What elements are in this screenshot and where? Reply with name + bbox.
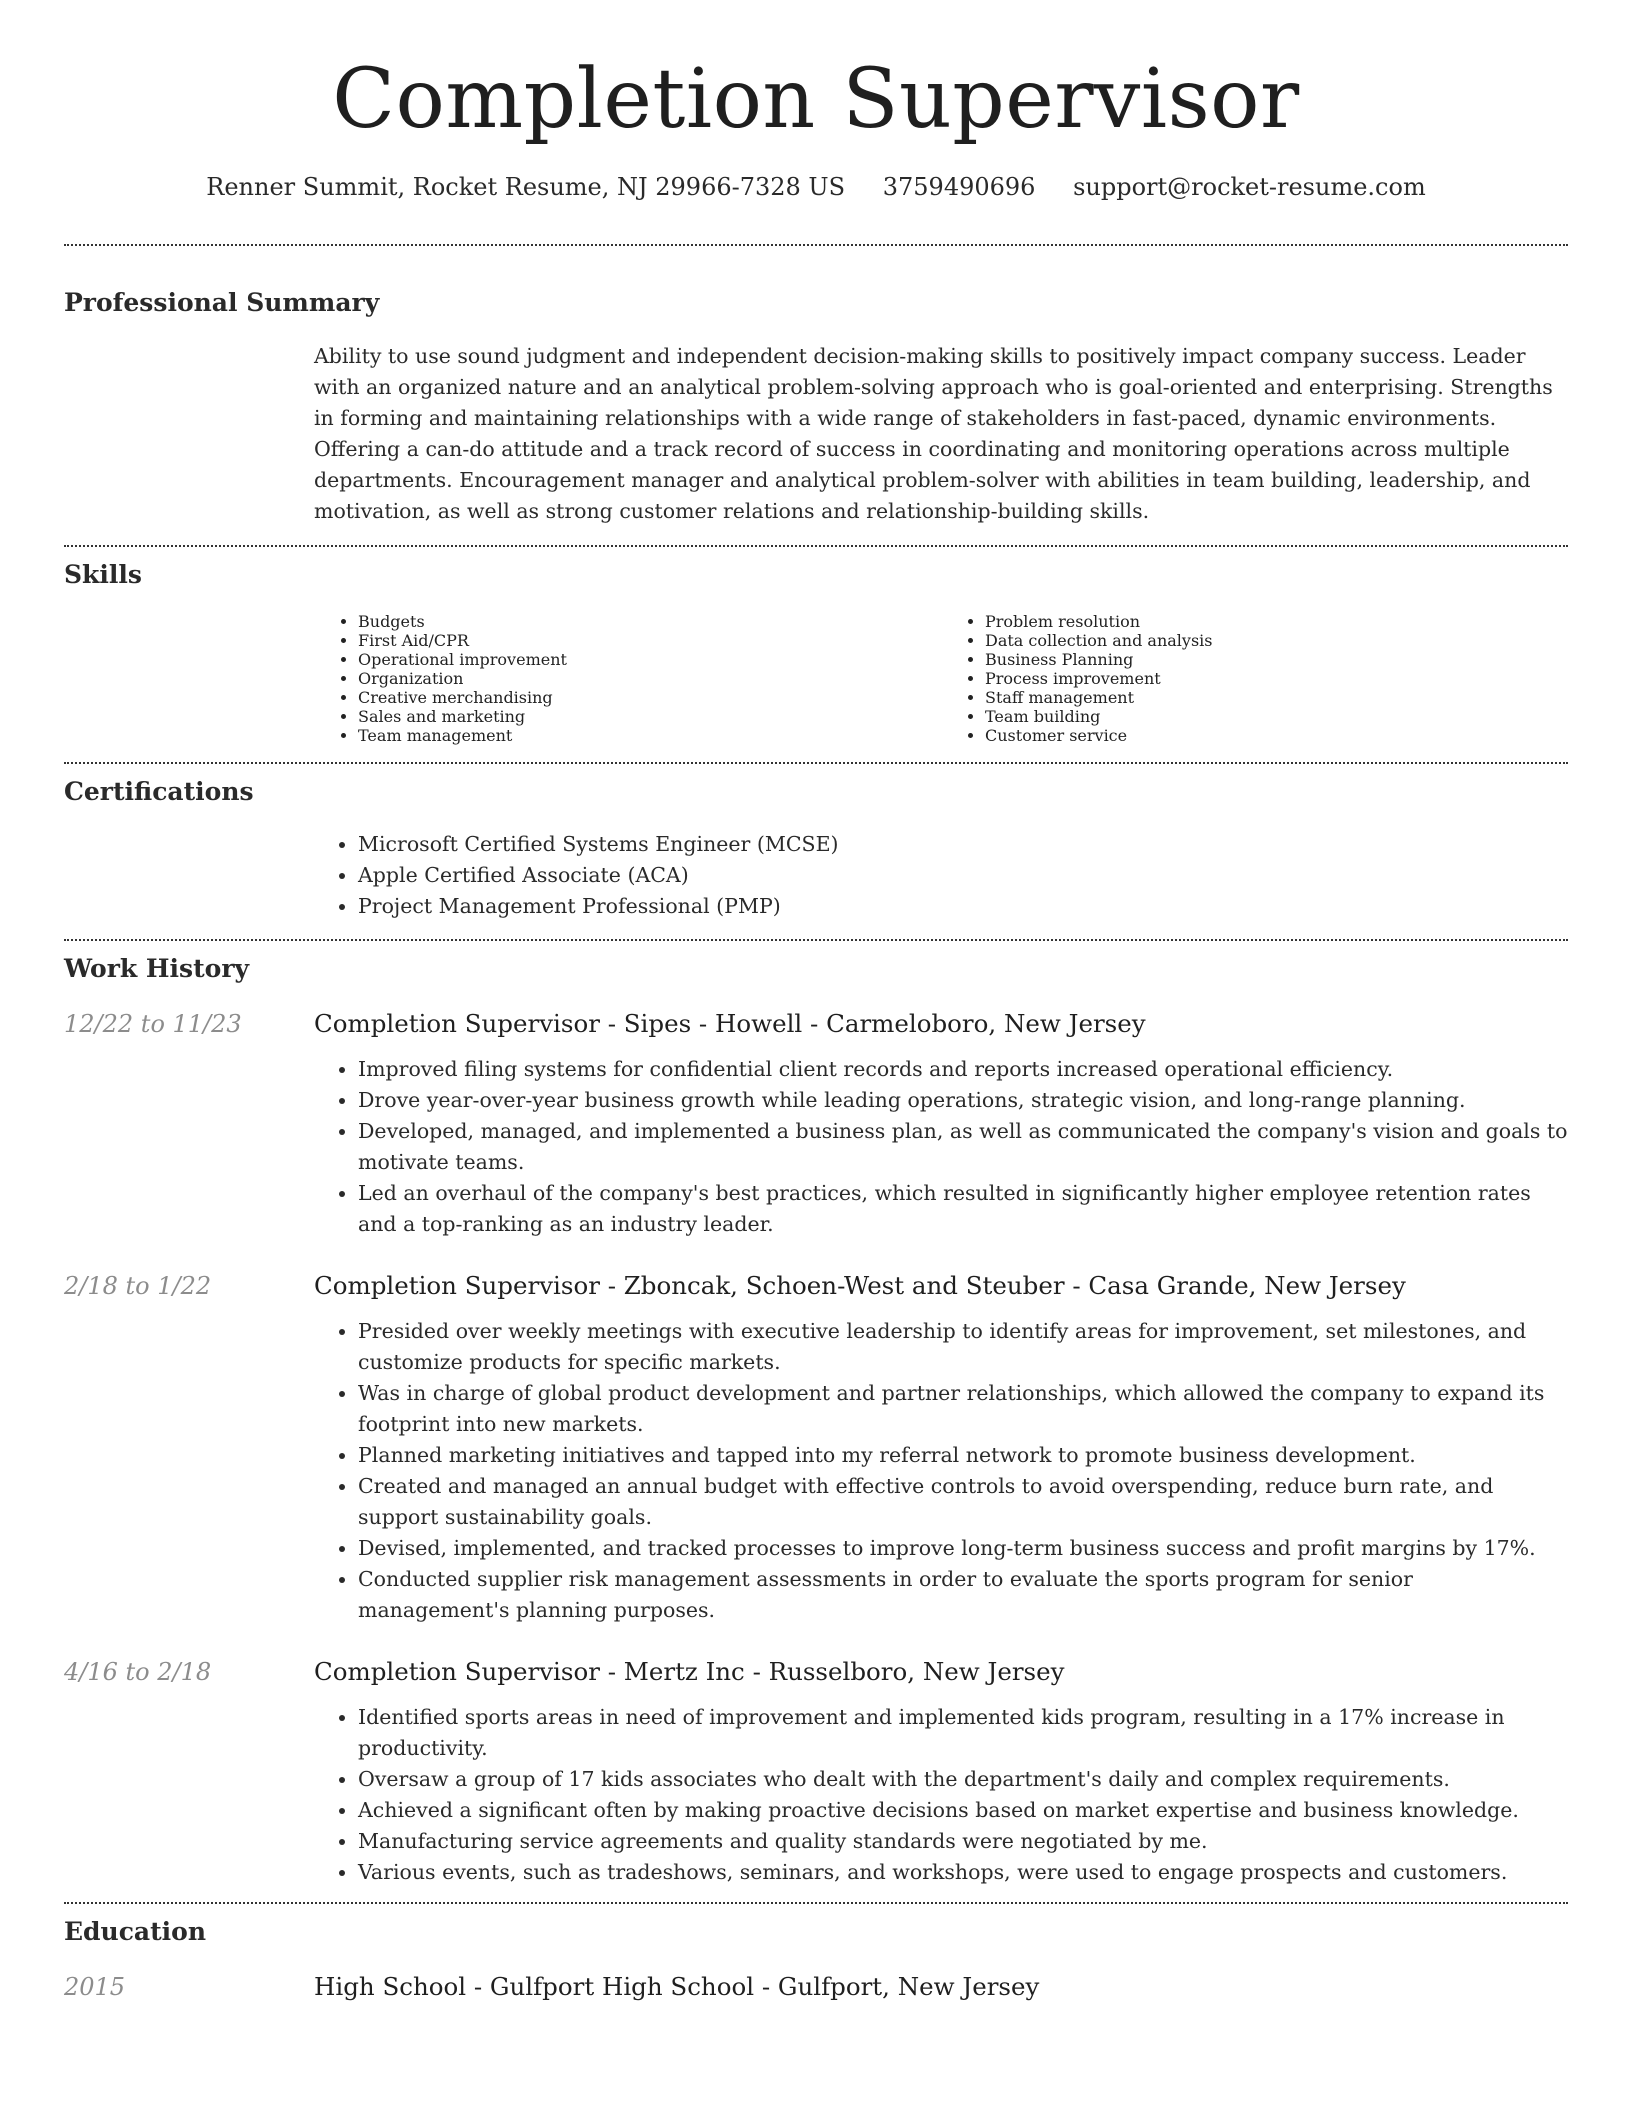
job-title: Completion Supervisor - Mertz Inc - Russelboro, New Jersey <box>314 1657 1065 1686</box>
job-entry <box>64 1268 1568 1626</box>
job-bullet: • Conducted supplier risk management assessments in order to evaluate the sports program for senior management's planning purposes. <box>358 1564 1568 1626</box>
skills-list-left <box>314 612 941 745</box>
certifications-heading: Certifications <box>64 777 254 806</box>
job-bullet: • Presided over weekly meetings with executive leadership to identify areas for improvement, set milestones, and customize products for specific markets. <box>358 1316 1568 1378</box>
skill-item: • Organization <box>358 669 941 688</box>
certification-item: • Project Management Professional (PMP) <box>358 891 1568 922</box>
divider <box>64 1902 1568 1904</box>
job-date: 2/18 to 1/22 <box>64 1272 212 1300</box>
education-title: High School - Gulfport High School - Gulfport, New Jersey <box>314 1972 1040 2001</box>
skill-item: • Sales and marketing <box>358 707 941 726</box>
summary-text: Ability to use sound judgment and independent decision-making skills to positively impact company success. Leader with an organized nature and an analytical problem-solving approach who is goal-oriented and enterprising. Strengths in forming and maintaining relationships with a wide range of stakeholders in fast-paced, dynamic environments. Offering a can-do attitude and a track record of success in coordinating and monitoring operations across multiple departments. Encouragement manager and analytical problem-solver with abilities in team building, leadership, and motivation, as well as strong customer relations and relationship-building skills. <box>314 344 1553 523</box>
contact-email: support@rocket-resume.com <box>1073 173 1426 201</box>
job-bullet: • Improved filing systems for confidential client records and reports increased operational efficiency. <box>358 1054 1568 1085</box>
education-heading: Education <box>64 1917 207 1946</box>
job-bullet: • Planned marketing initiatives and tapped into my referral network to promote business development. <box>358 1440 1568 1471</box>
divider <box>64 244 1568 246</box>
job-bullet: • Devised, implemented, and tracked processes to improve long-term business success and profit margins by 17%. <box>358 1533 1568 1564</box>
skills-section <box>64 558 1568 745</box>
job-bullet: • Identified sports areas in need of improvement and implemented kids program, resulting in a 17% increase in productivity. <box>358 1702 1568 1764</box>
job-entry <box>64 1006 1568 1240</box>
contact-phone: 3759490696 <box>882 173 1036 201</box>
skills-list-right <box>941 612 1568 745</box>
job-bullet: • Was in charge of global product development and partner relationships, which allowed the company to expand its footprint into new markets. <box>358 1378 1568 1440</box>
skill-item: • Operational improvement <box>358 650 941 669</box>
job-bullet: • Manufacturing service agreements and quality standards were negotiated by me. <box>358 1826 1568 1857</box>
education-entry <box>64 1969 1568 2005</box>
skill-item: • Business Planning <box>985 650 1568 669</box>
job-bullets <box>314 1316 1568 1626</box>
skill-item: • Data collection and analysis <box>985 631 1568 650</box>
skills-heading: Skills <box>64 560 142 589</box>
resume-page <box>64 0 1568 2005</box>
certification-item: • Apple Certified Associate (ACA) <box>358 860 1568 891</box>
skill-item: • Staff management <box>985 688 1568 707</box>
skill-item: • First Aid/CPR <box>358 631 941 650</box>
job-bullet: • Created and managed an annual budget with effective controls to avoid overspending, reduce burn rate, and support sustainability goals. <box>358 1471 1568 1533</box>
job-bullet: • Oversaw a group of 17 kids associates who dealt with the department's daily and complex requirements. <box>358 1764 1568 1795</box>
skill-item: • Team management <box>358 726 941 745</box>
education-date: 2015 <box>64 1973 126 2001</box>
divider <box>64 762 1568 764</box>
resume-name: Completion Supervisor <box>332 52 1300 147</box>
contact-address: Renner Summit, Rocket Resume, NJ 29966-7328 US <box>206 173 846 201</box>
job-title: Completion Supervisor - Zboncak, Schoen-West and Steuber - Casa Grande, New Jersey <box>314 1271 1406 1300</box>
job-date: 12/22 to 11/23 <box>64 1010 242 1038</box>
education-section <box>64 1915 1568 2005</box>
divider <box>64 545 1568 547</box>
job-bullets <box>314 1702 1568 1888</box>
skill-item: • Customer service <box>985 726 1568 745</box>
skill-item: • Budgets <box>358 612 941 631</box>
contact-line <box>64 170 1568 204</box>
job-bullets <box>314 1054 1568 1240</box>
summary-heading: Professional Summary <box>64 288 380 317</box>
job-title: Completion Supervisor - Sipes - Howell - Carmeloboro, New Jersey <box>314 1009 1146 1038</box>
certifications-list <box>314 829 1568 922</box>
skill-item: • Team building <box>985 707 1568 726</box>
summary-section <box>64 286 1568 527</box>
work-history-section <box>64 952 1568 1888</box>
skill-item: • Creative merchandising <box>358 688 941 707</box>
divider <box>64 939 1568 941</box>
job-bullet: • Achieved a significant often by making proactive decisions based on market expertise and business knowledge. <box>358 1795 1568 1826</box>
work-history-heading: Work History <box>64 954 250 983</box>
job-entry <box>64 1654 1568 1888</box>
job-bullet: • Various events, such as tradeshows, seminars, and workshops, were used to engage prospects and customers. <box>358 1857 1568 1888</box>
job-bullet: • Led an overhaul of the company's best practices, which resulted in significantly higher employee retention rates and a top-ranking as an industry leader. <box>358 1178 1568 1240</box>
job-bullet: • Drove year-over-year business growth while leading operations, strategic vision, and long-range planning. <box>358 1085 1568 1116</box>
job-bullet: • Developed, managed, and implemented a business plan, as well as communicated the company's vision and goals to motivate teams. <box>358 1116 1568 1178</box>
certifications-section <box>64 775 1568 922</box>
skill-item: • Problem resolution <box>985 612 1568 631</box>
skill-item: • Process improvement <box>985 669 1568 688</box>
certification-item: • Microsoft Certified Systems Engineer (MCSE) <box>358 829 1568 860</box>
job-date: 4/16 to 2/18 <box>64 1658 212 1686</box>
